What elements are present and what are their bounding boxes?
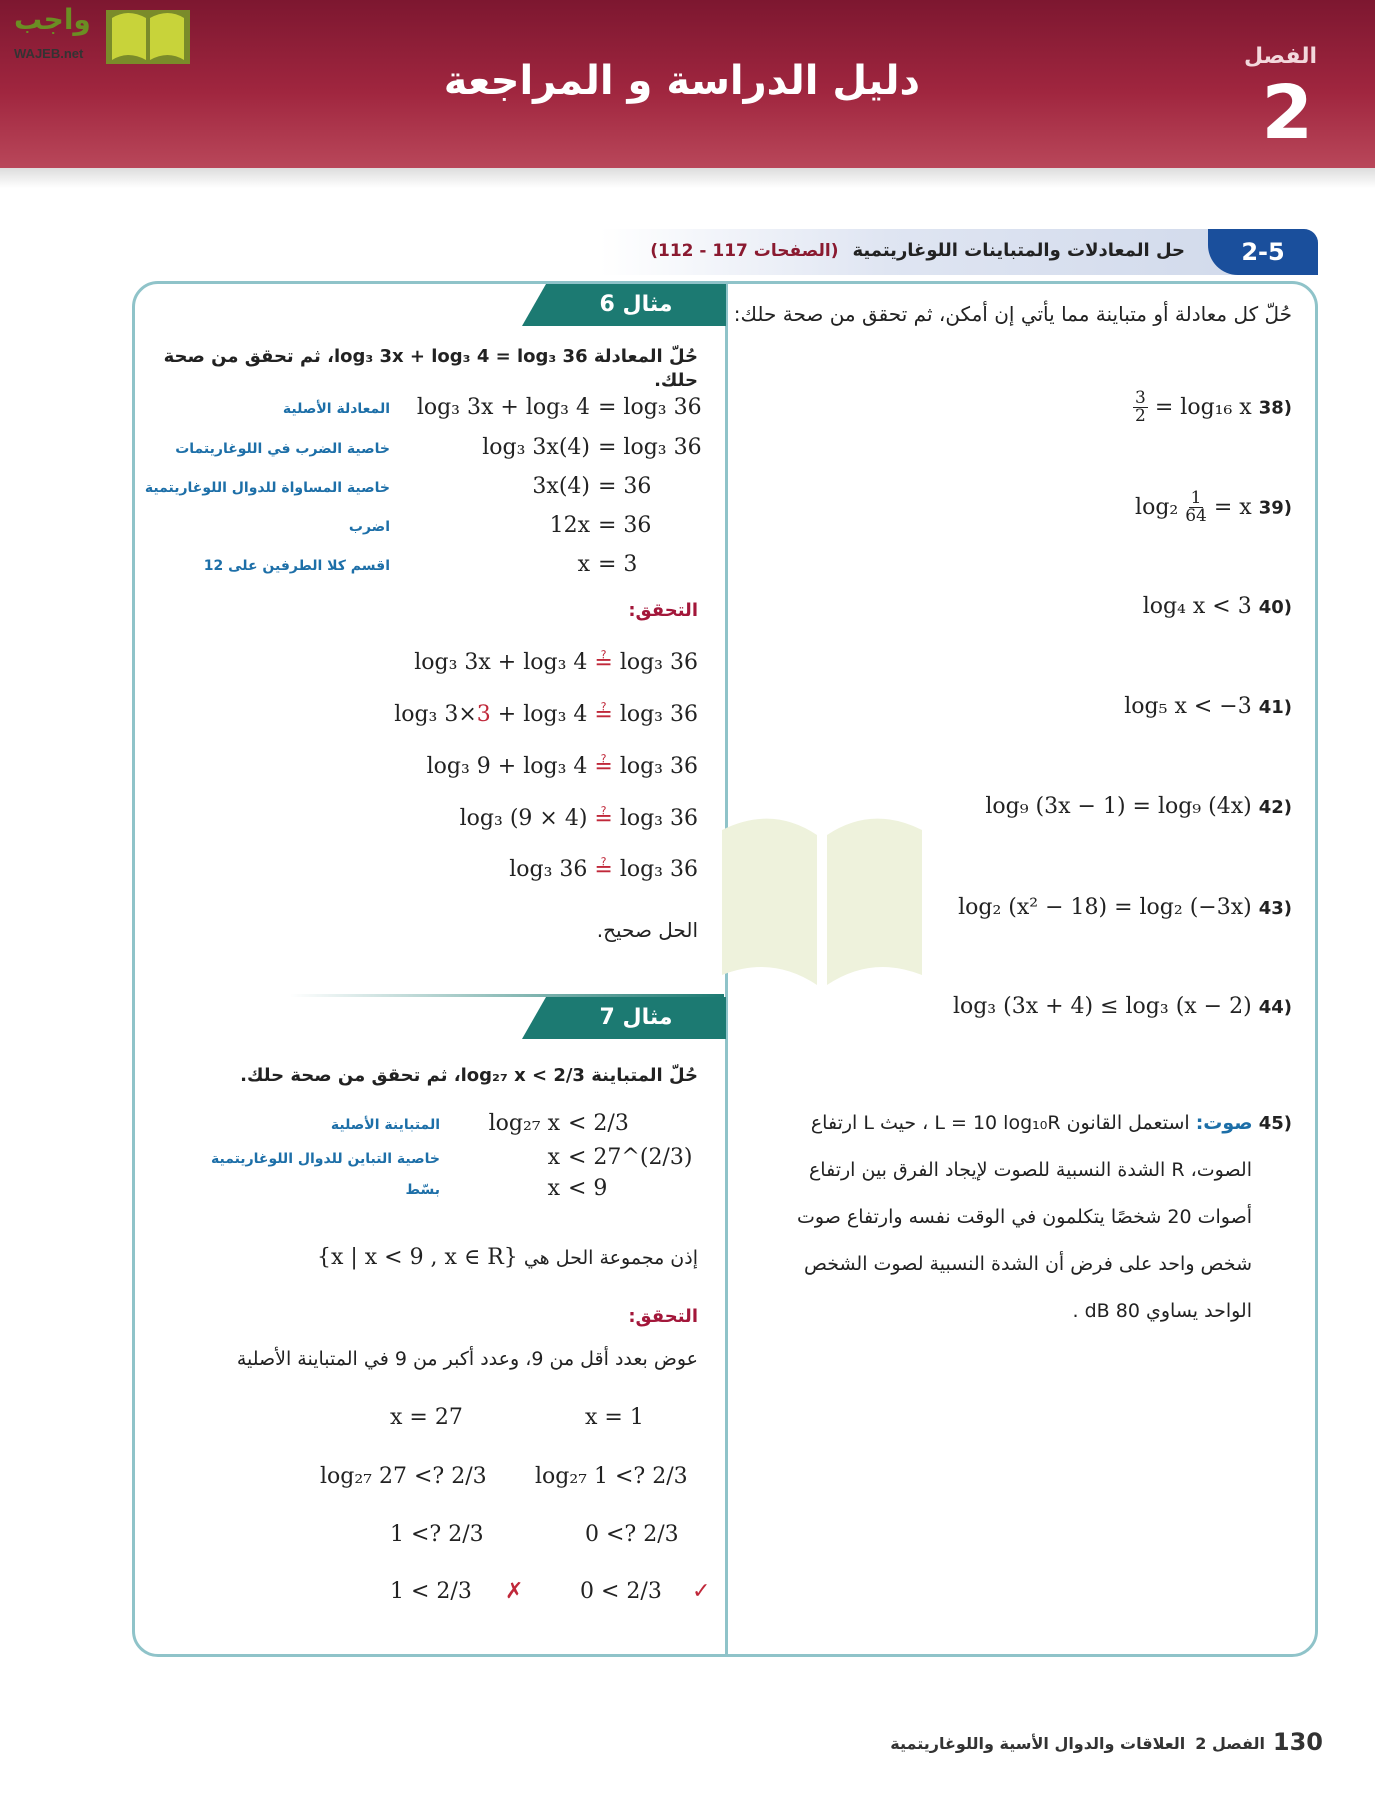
solution-text: إذن مجموعة الحل هي <box>523 1247 698 1269</box>
check-result: 1 < 2/3 <box>390 1579 472 1604</box>
exercise-41 <box>1124 694 1292 719</box>
step-rhs: = 3 <box>598 552 638 577</box>
exercise-text-line: شخص واحد على فرض أن الشدة النسبية لصوت الشخص <box>803 1253 1252 1275</box>
exercise-text-line: استعمل القانون L = 10 log₁₀R ، حيث L ارتفاع <box>810 1112 1190 1134</box>
exercise-number: (44 <box>1258 997 1292 1018</box>
step-lhs: x <box>547 1145 560 1170</box>
exercise-text-line: الواحد يساوي 80 dB . <box>1072 1300 1252 1322</box>
step-label: المعادلة الأصلية <box>282 401 390 417</box>
footer-title <box>890 1734 1265 1753</box>
exercise-expression: log₂ $\frac{1}{64}$ = x <box>1135 488 1252 526</box>
step-label: بسّط <box>405 1182 440 1198</box>
check-step: 1 <? 2/3 <box>390 1522 484 1547</box>
step-lhs: log₂₇ x <box>488 1111 560 1136</box>
step-lhs: log₃ 3x + log₃ 4 <box>416 395 590 420</box>
exercise-39 <box>1135 490 1292 525</box>
footer-chapter: الفصل 2 <box>1195 1734 1265 1753</box>
step-lhs: x <box>577 552 590 577</box>
book-icon <box>106 4 190 64</box>
exercise-45 <box>742 1100 1292 1335</box>
step-label: خاصية التباين للدوال اللوغاريتمية <box>211 1151 440 1167</box>
exercise-number: (41 <box>1258 697 1292 718</box>
exercise-number: (38 <box>1258 397 1292 419</box>
exercise-text-line: أصوات 20 شخصًا يتكلمون في الوقت نفسه وارتفاع صوت <box>797 1206 1252 1228</box>
example-6-statement: حُلّ المعادلة log₃ 3x + log₃ 4 = log₃ 36، ثم تحقق من صحة حلك. <box>163 346 698 391</box>
exercise-topic: صوت: <box>1195 1112 1253 1134</box>
check-line: log₃ 36 ≟ log₃ 36 <box>509 857 698 882</box>
step-rhs: = 36 <box>598 513 652 538</box>
exercise-expression: log₃ (3x + 4) ≤ log₃ (x − 2) <box>952 994 1252 1019</box>
example-7-check-heading: التحقق: <box>628 1306 698 1327</box>
exercise-expression: log₁₆ x = $\frac{3}{2}$ <box>1135 388 1252 426</box>
watermark-book-icon <box>712 810 932 985</box>
check-line: log₃ 3×3 + log₃ 4 ≟ log₃ 36 <box>394 702 698 727</box>
exercise-instruction: حُلّ كل معادلة أو متباينة مما يأتي إن أمكن، ثم تحقق من صحة حلك: <box>733 302 1292 326</box>
step-lhs: log₃ 3x(4) <box>482 435 590 460</box>
step-rhs: < 2/3 <box>568 1111 629 1136</box>
exercise-expression: log₂ (x² − 18) = log₂ (−3x) <box>958 895 1252 920</box>
exercise-text-line: الصوت، R الشدة النسبية للصوت لإيجاد الفرق بين ارتفاع <box>808 1159 1252 1181</box>
exercise-number: (42 <box>1258 797 1292 818</box>
exercise-expression: log₉ (3x − 1) = log₉ (4x) <box>985 794 1252 819</box>
logo-latin: WAJEB.net <box>14 46 84 61</box>
solution-set: {x | x < 9 , x ∈ R} <box>316 1245 518 1270</box>
step-rhs: = log₃ 36 <box>598 395 702 420</box>
check-line: log₃ 3x + log₃ 4 ≟ log₃ 36 <box>414 650 698 675</box>
step-label: المتباينة الأصلية <box>330 1117 440 1133</box>
section-pages: (الصفحات 117 - 112) <box>650 241 839 261</box>
exercise-43 <box>958 895 1292 920</box>
exercise-number: (45 <box>1258 1113 1292 1134</box>
step-rhs: < 9 <box>568 1176 608 1201</box>
exercise-44 <box>953 994 1292 1019</box>
chapter-number: 2 <box>1261 70 1313 156</box>
check-icon: ✓ <box>692 1579 711 1604</box>
check-value: x = 1 <box>585 1405 644 1430</box>
step-lhs: 3x(4) <box>532 474 590 499</box>
exercise-expression: log₅ x < −3 <box>1124 694 1252 719</box>
check-line: log₃ 9 + log₃ 4 ≟ log₃ 36 <box>426 754 698 779</box>
page-title: دليل الدراسة و المراجعة <box>443 58 920 104</box>
step-lhs: 12x <box>549 513 590 538</box>
step-lhs: x <box>547 1176 560 1201</box>
example-7-check-text: عوض بعدد أقل من 9، وعدد أكبر من 9 في المتباينة الأصلية <box>236 1348 698 1370</box>
exercise-number: (43 <box>1258 898 1292 919</box>
exercise-number: (40 <box>1258 597 1292 618</box>
logo-arabic: واجب <box>14 3 91 36</box>
exercise-38 <box>1133 390 1292 425</box>
step-label: اضرب <box>348 519 390 535</box>
example-7-tab: مثال 7 <box>546 997 726 1039</box>
exercise-number: (39 <box>1258 497 1292 519</box>
section-number: 2-5 <box>1208 229 1318 275</box>
step-rhs: < 27^(2/3) <box>568 1145 693 1170</box>
check-value: x = 27 <box>390 1405 463 1430</box>
page-number: 130 <box>1272 1728 1323 1756</box>
example-6-check-heading: التحقق: <box>628 600 698 621</box>
section-title: حل المعادلات والمتباينات اللوغاريتمية <box>852 240 1185 261</box>
section-heading <box>650 240 1185 261</box>
step-rhs: = log₃ 36 <box>598 435 702 460</box>
step-label: خاصية الضرب في اللوغاريتمات <box>175 441 390 457</box>
check-step: log₂₇ 1 <? 2/3 <box>535 1464 688 1489</box>
step-label: اقسم كلا الطرفين على 12 <box>203 558 390 574</box>
solution-set-line <box>317 1245 698 1270</box>
check-step: 0 <? 2/3 <box>585 1522 679 1547</box>
exercise-40 <box>1143 594 1292 619</box>
check-line: log₃ (9 × 4) ≟ log₃ 36 <box>459 806 698 831</box>
footer-chapter-title: العلاقات والدوال الأسية واللوغاريتمية <box>890 1734 1186 1753</box>
check-step: log₂₇ 27 <? 2/3 <box>320 1464 487 1489</box>
cross-icon: ✗ <box>505 1579 524 1604</box>
chapter-label: الفصل <box>1244 44 1317 69</box>
example-6-conclusion: الحل صحيح. <box>596 918 698 942</box>
exercise-42 <box>985 794 1292 819</box>
example-7-statement: حُلّ المتباينة log₂₇ x < 2/3، ثم تحقق من صحة حلك. <box>240 1065 698 1086</box>
check-result: 0 < 2/3 <box>580 1579 662 1604</box>
step-label: خاصية المساواة للدوال اللوغاريتمية <box>144 480 390 496</box>
step-rhs: = 36 <box>598 474 652 499</box>
exercise-expression: log₄ x < 3 <box>1142 594 1252 619</box>
example-6-tab: مثال 6 <box>546 284 726 326</box>
